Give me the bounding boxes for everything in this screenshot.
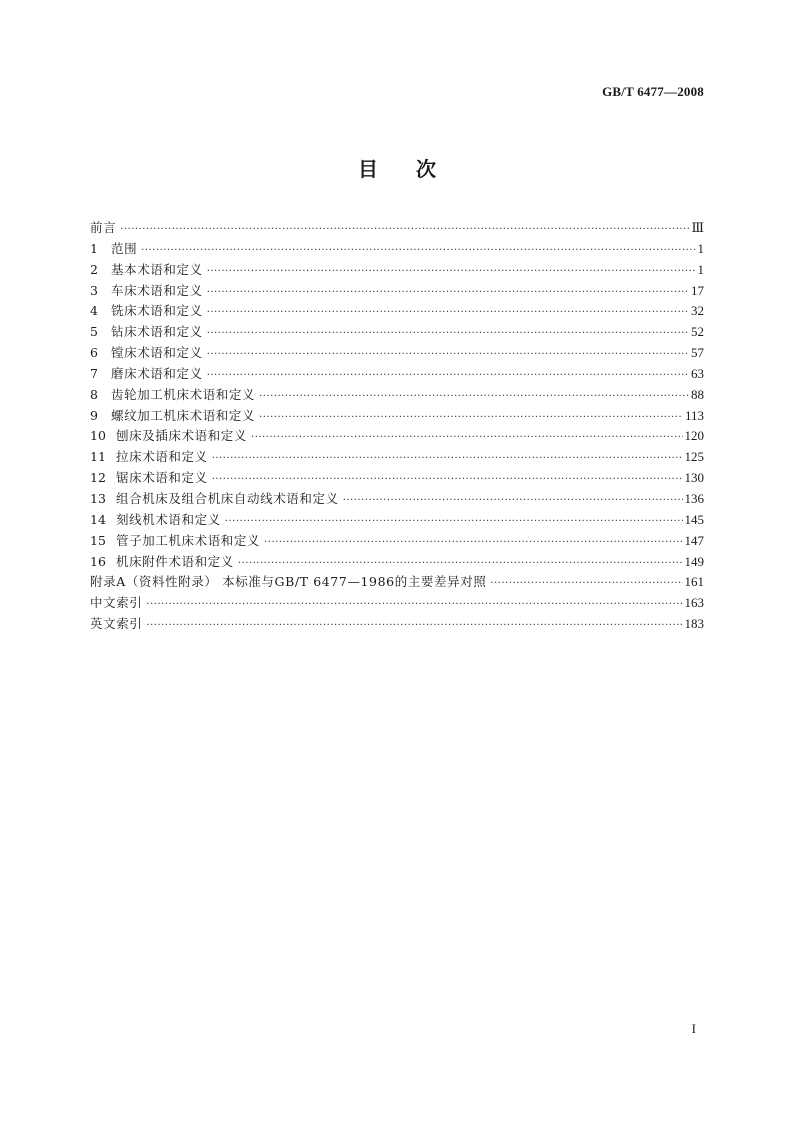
toc-entry-title: 螺纹加工机床术语和定义	[111, 407, 256, 423]
toc-entry[interactable]	[90, 447, 704, 468]
table-of-contents	[90, 218, 704, 635]
toc-entry-number: 3	[90, 282, 98, 298]
toc-entry-page: 145	[684, 511, 704, 527]
toc-entry-number: 12	[90, 470, 106, 486]
toc-dot-leader	[264, 533, 682, 554]
toc-entry-title: 拉床术语和定义	[116, 449, 208, 465]
toc-entry-page: 161	[684, 574, 704, 590]
toc-entry-number: 7	[90, 365, 98, 381]
toc-entry-page: 183	[684, 616, 704, 632]
toc-entry-page: 1	[697, 261, 704, 277]
toc-dot-leader	[225, 512, 683, 533]
toc-entry-number: 5	[90, 324, 98, 340]
toc-entry[interactable]	[90, 281, 704, 302]
page-number: I	[691, 1021, 696, 1036]
toc-entry-page: 147	[684, 532, 704, 548]
toc-entry[interactable]	[90, 364, 704, 385]
toc-entry[interactable]	[90, 239, 704, 260]
toc-entry[interactable]	[90, 552, 704, 573]
toc-entry[interactable]	[90, 218, 704, 239]
toc-entry-number: 2	[90, 261, 98, 277]
toc-entry-number: 1	[90, 240, 98, 256]
toc-entry-page: 57	[691, 345, 704, 361]
toc-entry[interactable]	[90, 510, 704, 531]
toc-entry-title: 刻线机术语和定义	[116, 511, 221, 527]
toc-dot-leader	[207, 303, 689, 324]
standard-number: GB/T 6477—2008	[602, 84, 704, 99]
toc-entry-number: 10	[90, 428, 106, 444]
page-title: 目次	[358, 157, 474, 181]
toc-entry-page: 163	[684, 595, 704, 611]
toc-entry-page: 88	[691, 386, 704, 402]
toc-entry[interactable]	[90, 489, 704, 510]
toc-entry-title: 齿轮加工机床术语和定义	[111, 386, 256, 402]
toc-entry-title: 镗床术语和定义	[111, 345, 203, 361]
toc-entry[interactable]	[90, 260, 704, 281]
toc-entry-number: 13	[90, 490, 106, 506]
toc-entry[interactable]	[90, 614, 704, 635]
toc-dot-leader	[207, 283, 689, 304]
toc-entry-number: 9	[90, 407, 98, 423]
toc-entry-title: 附录A（资料性附录） 本标准与GB/T 6477—1986的主要差异对照	[90, 574, 487, 590]
toc-dot-leader	[490, 574, 682, 595]
toc-entry-page: Ⅲ	[691, 220, 704, 235]
toc-entry-page: 17	[691, 282, 704, 298]
toc-entry[interactable]	[90, 593, 704, 614]
toc-dot-leader	[207, 324, 689, 345]
toc-entry-page: 130	[684, 470, 704, 486]
toc-entry-title: 组合机床及组合机床自动线术语和定义	[116, 490, 339, 506]
toc-entry-title: 中文索引	[90, 595, 143, 611]
toc-entry-title: 英文索引	[90, 616, 143, 632]
toc-dot-leader	[238, 554, 683, 575]
toc-entry[interactable]	[90, 531, 704, 552]
toc-entry-page: 136	[684, 490, 704, 506]
toc-entry-page: 32	[691, 303, 704, 319]
toc-entry-title: 前言	[90, 220, 117, 235]
toc-entry[interactable]	[90, 322, 704, 343]
toc-entry-title: 基本术语和定义	[111, 261, 203, 277]
toc-dot-leader	[141, 241, 695, 262]
toc-entry[interactable]	[90, 343, 704, 364]
toc-entry-title: 铣床术语和定义	[111, 303, 203, 319]
toc-entry[interactable]	[90, 468, 704, 489]
toc-entry-page: 120	[684, 428, 704, 444]
toc-entry[interactable]	[90, 406, 704, 427]
toc-dot-leader	[251, 428, 682, 449]
toc-dot-leader	[212, 470, 683, 491]
toc-entry-page: 63	[691, 365, 704, 381]
toc-entry-page: 1	[697, 240, 704, 256]
toc-entry-number: 4	[90, 303, 98, 319]
toc-dot-leader	[120, 220, 689, 241]
toc-entry-title: 管子加工机床术语和定义	[116, 532, 261, 548]
toc-entry[interactable]	[90, 572, 704, 593]
toc-entry-page: 125	[684, 449, 704, 465]
toc-dot-leader	[146, 616, 682, 637]
toc-dot-leader	[212, 449, 683, 470]
toc-entry-title: 磨床术语和定义	[111, 365, 203, 381]
toc-dot-leader	[146, 595, 682, 616]
toc-dot-leader	[207, 262, 696, 283]
toc-entry-title: 车床术语和定义	[111, 282, 203, 298]
toc-entry-title: 范围	[111, 240, 138, 256]
toc-dot-leader	[207, 345, 689, 366]
toc-entry-title: 钻床术语和定义	[111, 324, 203, 340]
toc-entry[interactable]	[90, 301, 704, 322]
toc-entry-number: 14	[90, 511, 106, 527]
toc-entry-page: 52	[691, 324, 704, 340]
toc-entry-page: 113	[684, 407, 704, 423]
toc-entry-title: 机床附件术语和定义	[116, 553, 234, 569]
toc-entry[interactable]	[90, 385, 704, 406]
toc-dot-leader	[207, 366, 689, 387]
toc-entry[interactable]	[90, 426, 704, 447]
toc-entry-number: 15	[90, 532, 106, 548]
toc-entry-title: 刨床及插床术语和定义	[116, 428, 248, 444]
toc-entry-page: 149	[684, 553, 704, 569]
toc-entry-number: 8	[90, 386, 98, 402]
toc-entry-number: 16	[90, 553, 106, 569]
toc-entry-number: 6	[90, 345, 98, 361]
toc-dot-leader	[259, 387, 689, 408]
toc-entry-number: 11	[90, 449, 106, 465]
toc-entry-title: 锯床术语和定义	[116, 470, 208, 486]
toc-dot-leader	[259, 408, 683, 429]
toc-dot-leader	[343, 491, 683, 512]
